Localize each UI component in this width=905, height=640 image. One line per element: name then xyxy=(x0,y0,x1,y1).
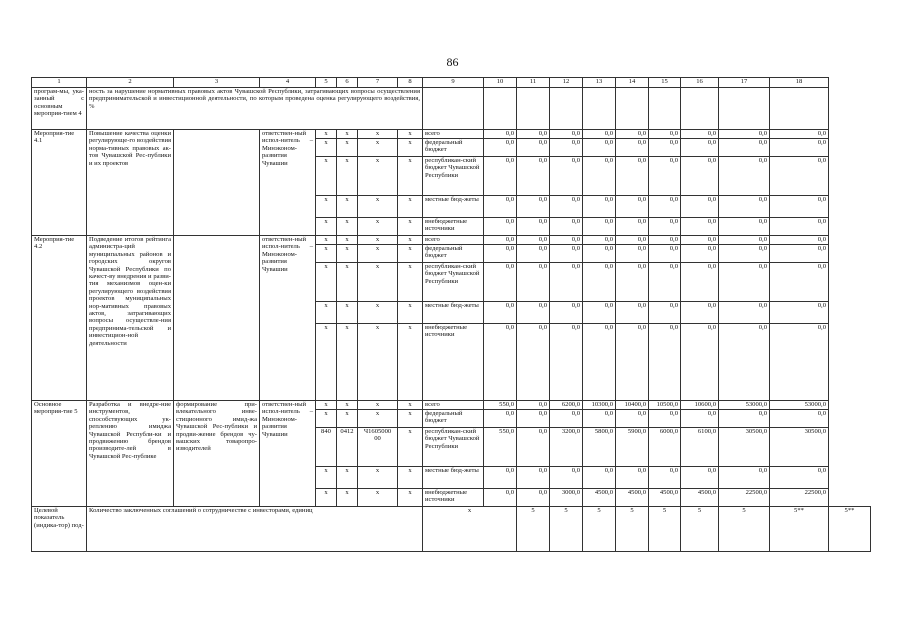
column-header: 11 xyxy=(517,78,550,88)
value-cell: 0,0 xyxy=(550,196,583,218)
funding-row xyxy=(32,236,871,245)
value-cell: 0,0 xyxy=(681,196,719,218)
funding-source: местные бюд-жеты xyxy=(423,302,484,324)
value-cell: 0,0 xyxy=(583,245,616,263)
value-cell: 0,0 xyxy=(550,139,583,157)
value-cell: 0,0 xyxy=(550,324,583,401)
indicator-value: 5 xyxy=(517,507,550,552)
value-cell: 53000,0 xyxy=(770,401,829,410)
value-cell: 0,0 xyxy=(550,245,583,263)
value-cell: 6100,0 xyxy=(681,428,719,467)
value-cell: 0,0 xyxy=(770,157,829,196)
code-cell: x xyxy=(398,410,423,428)
value-cell: 0,0 xyxy=(550,302,583,324)
funding-source: федеральный бюджет xyxy=(423,245,484,263)
funding-source: внебюджетные источники xyxy=(423,218,484,236)
code-cell: x xyxy=(337,302,358,324)
value-cell: 0,0 xyxy=(616,130,649,139)
funding-source: всего xyxy=(423,236,484,245)
value-cell: 6200,0 xyxy=(550,401,583,410)
code-cell: x xyxy=(316,196,337,218)
empty-cell xyxy=(423,88,484,130)
column-header: 1 xyxy=(32,78,87,88)
value-cell: 0,0 xyxy=(681,139,719,157)
measure-goal xyxy=(174,236,260,401)
column-header: 2 xyxy=(87,78,174,88)
value-cell: 0,0 xyxy=(583,196,616,218)
funding-source: внебюджетные источники xyxy=(423,324,484,401)
indicator-value: 5** xyxy=(829,507,871,552)
value-cell: 0,0 xyxy=(681,130,719,139)
column-header: 9 xyxy=(423,78,484,88)
value-cell: 0,0 xyxy=(770,324,829,401)
value-cell: 0,0 xyxy=(649,218,681,236)
funding-source: местные бюд-жеты xyxy=(423,196,484,218)
value-cell: 0,0 xyxy=(681,218,719,236)
value-cell: 0,0 xyxy=(770,196,829,218)
value-cell: 0,0 xyxy=(517,489,550,507)
empty-cell xyxy=(517,88,550,130)
code-cell: x xyxy=(337,130,358,139)
value-cell: 0,0 xyxy=(550,467,583,489)
value-cell: 0,0 xyxy=(484,302,517,324)
column-header: 14 xyxy=(616,78,649,88)
value-cell: 30500,0 xyxy=(770,428,829,467)
indicator-x: x xyxy=(423,507,517,552)
value-cell: 0,0 xyxy=(583,263,616,302)
funding-source: всего xyxy=(423,401,484,410)
code-cell: x xyxy=(316,139,337,157)
code-cell: x xyxy=(358,410,398,428)
code-cell: x xyxy=(358,324,398,401)
indicator-text: Количество заключенных соглашений о сотрудничестве с инвесторами, единиц xyxy=(87,507,423,552)
value-cell: 0,0 xyxy=(484,263,517,302)
value-cell: 0,0 xyxy=(649,236,681,245)
code-cell: x xyxy=(398,218,423,236)
code-cell: x xyxy=(358,196,398,218)
budget-code: x xyxy=(398,428,423,467)
funding-source: федеральный бюджет xyxy=(423,139,484,157)
value-cell: 0,0 xyxy=(719,236,770,245)
indicator-continuation-text: ность за нарушение нормативных правовых актов Чувашской Республики, затрагивающих вопросы осуществления предпринимательской и инвестиционной деятельности, по которым проведена оценка регулирующего воздействия, % xyxy=(87,88,423,130)
value-cell: 0,0 xyxy=(517,236,550,245)
code-cell: x xyxy=(316,263,337,302)
value-cell: 0,0 xyxy=(484,489,517,507)
budget-code: 0412 xyxy=(337,428,358,467)
program-label: програм-мы, ука-занный с основным мероприя-тием 4 xyxy=(32,88,87,130)
value-cell: 0,0 xyxy=(583,302,616,324)
column-header: 16 xyxy=(681,78,719,88)
value-cell: 0,0 xyxy=(550,263,583,302)
measure-name: Основное мероприя-тие 5 xyxy=(32,401,87,507)
value-cell: 0,0 xyxy=(583,157,616,196)
value-cell: 3000,0 xyxy=(550,489,583,507)
empty-cell xyxy=(719,88,770,130)
code-cell: x xyxy=(398,401,423,410)
indicator-row xyxy=(32,507,871,552)
value-cell: 0,0 xyxy=(719,263,770,302)
code-cell: x xyxy=(358,489,398,507)
value-cell: 0,0 xyxy=(550,218,583,236)
value-cell: 0,0 xyxy=(649,324,681,401)
value-cell: 10400,0 xyxy=(616,401,649,410)
measure-description: Разработка и внедре-ние инструментов, способствующих ук-реплению имиджа Чувашской Республи-ки и продвижению брендов производите-лей в Чувашской Рес-публике xyxy=(87,401,174,507)
value-cell: 0,0 xyxy=(484,245,517,263)
funding-source: республикан-ский бюджет Чувашской Республики xyxy=(423,263,484,302)
value-cell: 30500,0 xyxy=(719,428,770,467)
indicator-value: 5 xyxy=(550,507,583,552)
value-cell: 0,0 xyxy=(616,157,649,196)
empty-cell xyxy=(550,88,583,130)
code-cell: x xyxy=(337,157,358,196)
value-cell: 0,0 xyxy=(517,130,550,139)
value-cell: 0,0 xyxy=(719,410,770,428)
value-cell: 0,0 xyxy=(484,130,517,139)
funding-source: местные бюд-жеты xyxy=(423,467,484,489)
code-cell: x xyxy=(337,410,358,428)
column-header: 5 xyxy=(316,78,337,88)
empty-cell xyxy=(649,88,681,130)
value-cell: 0,0 xyxy=(770,139,829,157)
value-cell: 0,0 xyxy=(517,467,550,489)
value-cell: 0,0 xyxy=(484,218,517,236)
value-cell: 0,0 xyxy=(550,410,583,428)
code-cell: x xyxy=(337,236,358,245)
value-cell: 0,0 xyxy=(517,263,550,302)
value-cell: 0,0 xyxy=(517,157,550,196)
indicator-value: 5 xyxy=(681,507,719,552)
code-cell: x xyxy=(337,196,358,218)
code-cell: x xyxy=(358,302,398,324)
budget-code: 840 xyxy=(316,428,337,467)
value-cell: 0,0 xyxy=(649,130,681,139)
value-cell: 0,0 xyxy=(770,467,829,489)
header-row xyxy=(32,78,871,88)
value-cell: 0,0 xyxy=(770,245,829,263)
code-cell: x xyxy=(337,401,358,410)
code-cell: x xyxy=(316,489,337,507)
code-cell: x xyxy=(358,130,398,139)
column-header: 12 xyxy=(550,78,583,88)
value-cell: 0,0 xyxy=(616,467,649,489)
value-cell: 0,0 xyxy=(770,236,829,245)
responsible-executor: ответствен-ный испол-нитель – Минэконом-развития Чувашии xyxy=(260,236,316,401)
code-cell: x xyxy=(358,157,398,196)
value-cell: 0,0 xyxy=(517,139,550,157)
code-cell: x xyxy=(337,489,358,507)
measure-name: Мероприя-тие 4.1 xyxy=(32,130,87,236)
value-cell: 0,0 xyxy=(770,263,829,302)
value-cell: 0,0 xyxy=(583,218,616,236)
value-cell: 0,0 xyxy=(616,324,649,401)
code-cell: x xyxy=(398,157,423,196)
code-cell: x xyxy=(398,236,423,245)
value-cell: 0,0 xyxy=(517,302,550,324)
code-cell: x xyxy=(337,467,358,489)
value-cell: 0,0 xyxy=(583,130,616,139)
value-cell: 53000,0 xyxy=(719,401,770,410)
value-cell: 6000,0 xyxy=(649,428,681,467)
value-cell: 0,0 xyxy=(770,218,829,236)
code-cell: x xyxy=(316,245,337,263)
value-cell: 0,0 xyxy=(517,324,550,401)
value-cell: 0,0 xyxy=(517,245,550,263)
code-cell: x xyxy=(316,410,337,428)
responsible-executor: ответствен-ный испол-нитель – Минэконом-развития Чувашии xyxy=(260,130,316,236)
indicator-value: 5** xyxy=(770,507,829,552)
column-header: 18 xyxy=(770,78,829,88)
empty-cell xyxy=(616,88,649,130)
value-cell: 0,0 xyxy=(550,157,583,196)
code-cell: x xyxy=(398,489,423,507)
value-cell: 0,0 xyxy=(484,196,517,218)
code-cell: x xyxy=(358,263,398,302)
value-cell: 0,0 xyxy=(719,139,770,157)
column-header: 8 xyxy=(398,78,423,88)
value-cell: 0,0 xyxy=(616,263,649,302)
value-cell: 22500,0 xyxy=(719,489,770,507)
value-cell: 0,0 xyxy=(616,302,649,324)
value-cell: 0,0 xyxy=(583,410,616,428)
value-cell: 0,0 xyxy=(681,245,719,263)
code-cell: x xyxy=(398,263,423,302)
code-cell: x xyxy=(337,324,358,401)
empty-cell xyxy=(583,88,616,130)
value-cell: 0,0 xyxy=(616,410,649,428)
value-cell: 0,0 xyxy=(649,139,681,157)
value-cell: 0,0 xyxy=(681,410,719,428)
indicator-value: 5 xyxy=(719,507,770,552)
value-cell: 0,0 xyxy=(770,130,829,139)
code-cell: x xyxy=(398,139,423,157)
budget-code: Ч1605000 00 xyxy=(358,428,398,467)
value-cell: 0,0 xyxy=(681,263,719,302)
value-cell: 0,0 xyxy=(719,157,770,196)
value-cell: 22500,0 xyxy=(770,489,829,507)
value-cell: 0,0 xyxy=(719,324,770,401)
value-cell: 4500,0 xyxy=(583,489,616,507)
code-cell: x xyxy=(337,218,358,236)
value-cell: 0,0 xyxy=(681,467,719,489)
value-cell: 0,0 xyxy=(550,236,583,245)
column-header: 6 xyxy=(337,78,358,88)
value-cell: 0,0 xyxy=(616,218,649,236)
code-cell: x xyxy=(358,401,398,410)
column-header: 3 xyxy=(174,78,260,88)
responsible-executor: ответствен-ный испол-нитель – Минэконом-развития Чувашии xyxy=(260,401,316,507)
value-cell: 0,0 xyxy=(719,130,770,139)
value-cell: 0,0 xyxy=(517,218,550,236)
value-cell: 0,0 xyxy=(616,245,649,263)
measure-description: Повышение качества оценки регулирующе-го воздействия норма-тивных правовых ак-тов Чувашской Рес-публики и их проектов xyxy=(87,130,174,236)
value-cell: 0,0 xyxy=(719,302,770,324)
code-cell: x xyxy=(358,218,398,236)
value-cell: 0,0 xyxy=(616,236,649,245)
value-cell: 550,0 xyxy=(484,401,517,410)
value-cell: 0,0 xyxy=(616,139,649,157)
value-cell: 0,0 xyxy=(681,324,719,401)
value-cell: 0,0 xyxy=(484,324,517,401)
value-cell: 0,0 xyxy=(649,157,681,196)
funding-row xyxy=(32,401,871,410)
value-cell: 0,0 xyxy=(681,236,719,245)
value-cell: 0,0 xyxy=(517,401,550,410)
value-cell: 0,0 xyxy=(770,410,829,428)
value-cell: 5800,0 xyxy=(583,428,616,467)
value-cell: 0,0 xyxy=(681,157,719,196)
value-cell: 0,0 xyxy=(770,302,829,324)
code-cell: x xyxy=(337,139,358,157)
indicator-name: Целевой показатель (индика-тор) под- xyxy=(32,507,87,552)
funding-row xyxy=(32,130,871,139)
measure-description: Подведение итогов рейтинга администра-ций муниципальных районов и городских округов Чувашской Республики по качест-ву внедрения и разви-тия механизмов оцен-ки регулирующего воздействия проектов муниципальных нор-мативных правовых актов, затрагивающих вопросы осуществле-ния предпринима-тельской и инвестицион-ной деятельности xyxy=(87,236,174,401)
measure-name: Мероприя-тие 4.2 xyxy=(32,236,87,401)
value-cell: 0,0 xyxy=(649,245,681,263)
code-cell: x xyxy=(358,236,398,245)
value-cell: 550,0 xyxy=(484,428,517,467)
value-cell: 0,0 xyxy=(484,410,517,428)
value-cell: 0,0 xyxy=(649,263,681,302)
column-header: 7 xyxy=(358,78,398,88)
value-cell: 10600,0 xyxy=(681,401,719,410)
code-cell: x xyxy=(316,302,337,324)
value-cell: 0,0 xyxy=(649,196,681,218)
measure-goal: формирование при-влекательного инве-стиционного имид-жа Чувашской Рес-публики и продви-жение брендов чу-вашских товаропро-изводителей xyxy=(174,401,260,507)
value-cell: 0,0 xyxy=(719,467,770,489)
column-header: 15 xyxy=(649,78,681,88)
budget-table xyxy=(31,77,871,552)
code-cell: x xyxy=(316,401,337,410)
funding-source: всего xyxy=(423,130,484,139)
value-cell: 0,0 xyxy=(484,139,517,157)
value-cell: 0,0 xyxy=(484,467,517,489)
value-cell: 0,0 xyxy=(616,196,649,218)
funding-source: республикан-ский бюджет Чувашской Республики xyxy=(423,428,484,467)
empty-cell xyxy=(770,88,829,130)
code-cell: x xyxy=(316,157,337,196)
page-number: 86 xyxy=(446,55,459,69)
value-cell: 0,0 xyxy=(583,139,616,157)
code-cell: x xyxy=(398,245,423,263)
value-cell: 5900,0 xyxy=(616,428,649,467)
code-cell: x xyxy=(316,236,337,245)
value-cell: 4500,0 xyxy=(616,489,649,507)
measure-goal xyxy=(174,130,260,236)
value-cell: 0,0 xyxy=(484,157,517,196)
value-cell: 0,0 xyxy=(719,196,770,218)
value-cell: 0,0 xyxy=(517,410,550,428)
code-cell: x xyxy=(316,324,337,401)
value-cell: 0,0 xyxy=(550,130,583,139)
value-cell: 10500,0 xyxy=(649,401,681,410)
column-header: 17 xyxy=(719,78,770,88)
code-cell: x xyxy=(398,196,423,218)
indicator-value: 5 xyxy=(583,507,616,552)
value-cell: 0,0 xyxy=(583,236,616,245)
code-cell: x xyxy=(316,218,337,236)
value-cell: 0,0 xyxy=(517,428,550,467)
value-cell: 0,0 xyxy=(719,218,770,236)
code-cell: x xyxy=(398,130,423,139)
value-cell: 0,0 xyxy=(681,302,719,324)
code-cell: x xyxy=(398,302,423,324)
value-cell: 3200,0 xyxy=(550,428,583,467)
code-cell: x xyxy=(337,245,358,263)
code-cell: x xyxy=(316,467,337,489)
code-cell: x xyxy=(316,130,337,139)
value-cell: 10300,0 xyxy=(583,401,616,410)
empty-cell xyxy=(681,88,719,130)
value-cell: 0,0 xyxy=(649,467,681,489)
indicator-value: 5 xyxy=(616,507,649,552)
value-cell: 0,0 xyxy=(517,196,550,218)
program-row xyxy=(32,88,871,130)
funding-source: федеральный бюджет xyxy=(423,410,484,428)
value-cell: 0,0 xyxy=(583,467,616,489)
value-cell: 0,0 xyxy=(719,245,770,263)
indicator-value: 5 xyxy=(649,507,681,552)
code-cell: x xyxy=(358,245,398,263)
value-cell: 0,0 xyxy=(649,302,681,324)
code-cell: x xyxy=(337,263,358,302)
empty-cell xyxy=(484,88,517,130)
value-cell: 4500,0 xyxy=(681,489,719,507)
code-cell: x xyxy=(398,324,423,401)
funding-source: республикан-ский бюджет Чувашской Республики xyxy=(423,157,484,196)
value-cell: 0,0 xyxy=(649,410,681,428)
value-cell: 4500,0 xyxy=(649,489,681,507)
code-cell: x xyxy=(358,139,398,157)
column-header: 4 xyxy=(260,78,316,88)
column-header: 10 xyxy=(484,78,517,88)
value-cell: 0,0 xyxy=(583,324,616,401)
code-cell: x xyxy=(358,467,398,489)
code-cell: x xyxy=(398,467,423,489)
funding-source: внебюджетные источники xyxy=(423,489,484,507)
value-cell: 0,0 xyxy=(484,236,517,245)
column-header: 13 xyxy=(583,78,616,88)
